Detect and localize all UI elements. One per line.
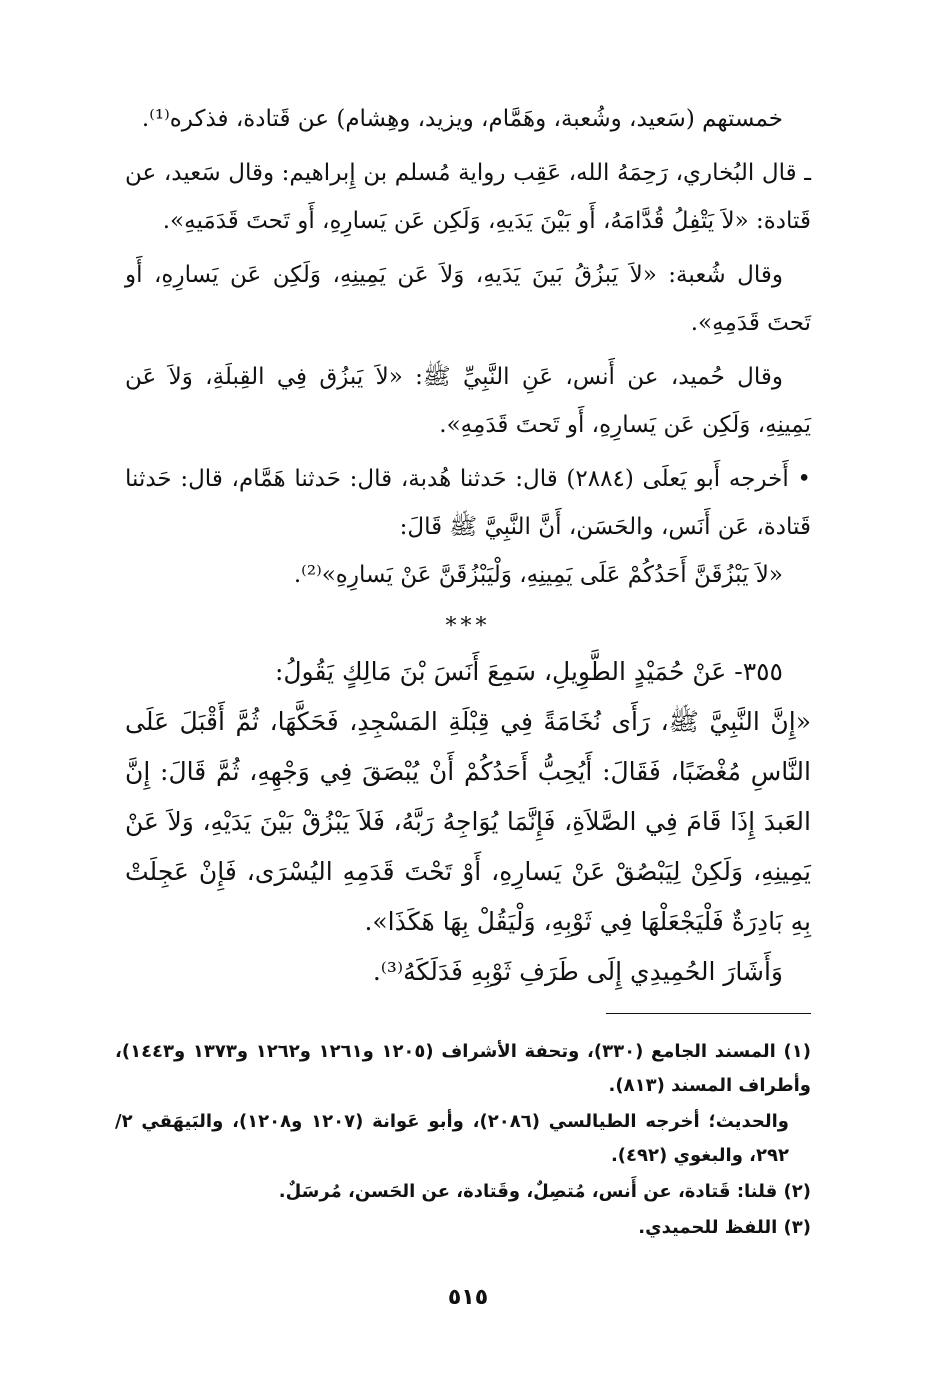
hadith-body: «إِنَّ النَّبِيَّ ﷺ، رَأَى نُخَامَةً فِي قِبْلَةِ المَسْجِدِ، فَحَكَّهَا، ثُمَّ أَقْبَلَ عَلَى النَّاسِ مُغْضَبًا، فَقَالَ: أَيُحِبُّ أَحَدُكُمْ أَنْ يُبْصَقَ فِي وَجْهِهِ، ثُمَّ قَالَ: إِنَّ العَبدَ إِذَا قَامَ فِي الصَّلاَةِ، فَإِنَّمَا يُوَاجِهُ رَبَّهُ، فَلاَ يَبْزُقْ بَيْنَ يَدَيْهِ، وَلاَ عَنْ يَمِينِهِ، وَلَكِنْ لِيَبْصُقْ عَنْ يَسارِهِ، أَوْ تَحْتَ قَدَمِهِ اليُسْرَى، فَإِنْ عَجِلَتْ بِهِ بَادِرَةٌ فَلْيَجْعَلْهَا فِي ثَوْبِهِ، وَلْيَقُلْ بِهَا هَكَذَا».: [125, 707, 811, 936]
paragraph-abu-yala: • أَخرجه أَبو يَعلَى (٢٨٨٤) قال: حَدثنا هُدبة، قال: حَدثنا هَمَّام، قال: حَدثنا قَتادة، عَن أَنَس، والحَسَن، أَنَّ النَّبِيَّ ﷺ قَالَ:: [125, 466, 811, 540]
paragraph-humaid: وقال حُميد، عن أَنس، عَنِ النَّبِيِّ ﷺ: «لاَ يَبزُق فِي القِبلَةِ، وَلاَ عَن يَمِينِهِ، وَلَكِن عَن يَسارِهِ، أَو تَحتَ قَدَمِهِ».: [125, 364, 811, 438]
footnote-1: (١) المسند الجامع (٣٣٠)، وتحفة الأشراف (١٢٠٥ و١٢٦١ و١٢٦٢ و١٣٧٣ و١٤٤٣)، وأطراف المسند (٨١٣).: [115, 1041, 811, 1096]
footnote-3: (٣) اللفظ للحميدي.: [638, 1217, 811, 1238]
footnotes: [115, 1035, 811, 1247]
footnote-2: (٢) قلنا: قَتادة، عن أَنس، مُتصِلٌ، وقَتادة، عن الحَسن، مُرسَلٌ.: [278, 1181, 811, 1202]
paragraph-bukhari-comment: ـ قال البُخاري، رَحِمَهُ الله، عَقِب رواية مُسلم بن إِبراهيم: وقال سَعيد، عن قَتادة: «لاَ يَتْفِلُ قُدَّامَهُ، أَو بَيْنَ يَدَيهِ، وَلَكِن عَن يَسارِهِ، أَو تَحتَ قَدَمَيهِ».: [125, 160, 811, 234]
hadith-tail: وَأَشَارَ الحُمِيدِي إِلَى طَرَفِ ثَوْبِهِ فَدَلَكَهُ⁽³⁾.: [372, 957, 783, 986]
paragraph-hadith-text: «لاَ يَبْزُقَنَّ أَحَدُكُمْ عَلَى يَمِينِهِ، وَلْيَبْزُقَنَّ عَنْ يَسارِهِ»⁽²⁾.: [293, 562, 783, 588]
section-divider-stars: ***: [445, 614, 491, 639]
footnote-separator: [606, 1013, 811, 1014]
page-number: ٥١٥: [447, 1285, 489, 1310]
paragraph-narrators: خمستهم (سَعيد، وشُعبة، وهَمَّام، ويزيد، وهِشام) عن قَتادة، فذكره⁽¹⁾.: [141, 106, 783, 132]
footnote-1-continued: والحديث؛ أخرجه الطيالسي (٢٠٨٦)، وأبو عَوانة (١٢٠٧ و١٢٠٨)، والبَيهَقي ٢/ ٢٩٢، والبغوي (٤٩٢).: [115, 1111, 789, 1166]
main-text: [125, 95, 811, 997]
paragraph-shuba: وقال شُعبة: «لاَ يَبزُقُ بَينَ يَدَيهِ، وَلاَ عَن يَمِينِهِ، وَلَكِن عَن يَسارِهِ، أَو تَحتَ قَدَمِهِ».: [125, 262, 811, 336]
hadith-heading: ٣٥٥- عَنْ حُمَيْدٍ الطَّوِيلِ، سَمِعَ أَنَسَ بْنَ مَالِكٍ يَقُولُ:: [274, 657, 783, 686]
